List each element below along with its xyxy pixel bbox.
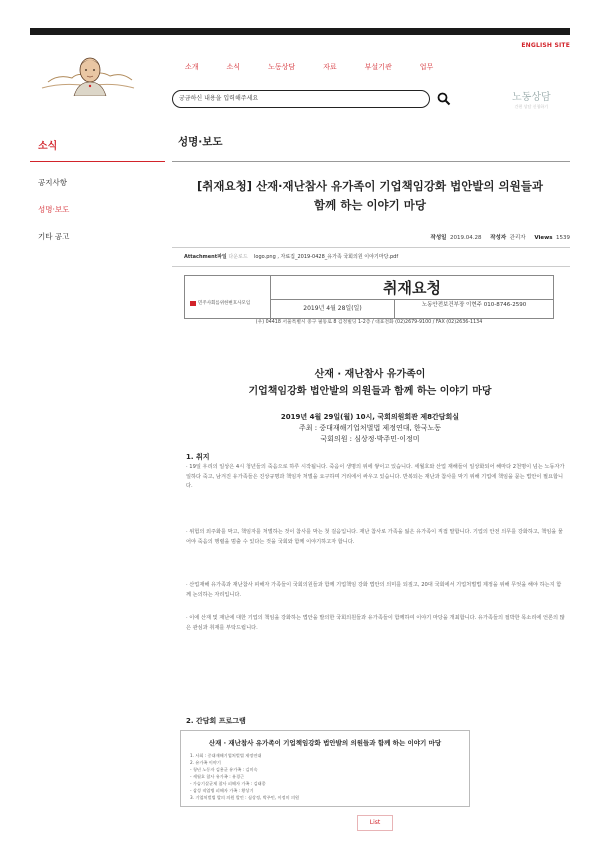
post-author: 관리자 [509, 235, 526, 241]
attachment-divider [172, 247, 570, 248]
sidebar-divider [30, 161, 165, 162]
program-list [190, 752, 299, 801]
program-line: 3. 기업처벌법 발의 의원 발언 : 심상정, 박주민, 이정미 의원 [190, 795, 300, 800]
program-line: - 가습기살균제 참사 피해자 가족 : 김태종 [190, 781, 266, 786]
author-label: 작성자 [490, 235, 507, 241]
doc-section-2: 2. 간담회 프로그램 [186, 717, 246, 725]
doc-subtitle-line1: 산재 · 재난참사 유가족이 [314, 369, 426, 380]
attachment-divider-bottom [172, 266, 570, 267]
attachment-files[interactable]: logo.png , 자료집_2019-0428_유가족 국회의원 이야기마당.pdf [254, 254, 399, 260]
doc-subtitle [175, 366, 565, 400]
sidebar-item-other[interactable]: 기타 공고 [38, 232, 70, 241]
views-label: Views [534, 235, 553, 241]
top-bar [30, 28, 570, 35]
doc-when-line1: 2019년 4월 29일(월) 10시, 국회의원회관 제8간담회실 [280, 413, 460, 421]
doc-paragraph-3: · 산업재해 유가족과 재난참사 피해자 가족들이 국회의원들과 함께 기업책임 강화 법안의 의미를 되짚고, 20대 국회에서 기업처벌법 제정을 위해 무엇을 해야 하는지 함께 논의하는 자리입니다. [186, 582, 562, 598]
program-line: 1. 사회 : 중대재해기업처벌법 제정연대 [190, 753, 262, 758]
doc-when-line2: 주최 : 중대재해기업처벌법 제정연대, 한국노동 [299, 424, 441, 432]
attachment-sub: 다운로드 [228, 254, 248, 260]
doc-org-mark [190, 301, 196, 306]
program-line: - 청년 노동자 김용균 유가족 : 김미숙 [190, 767, 258, 772]
search-input[interactable]: 궁금하신 내용을 입력해주세요 [172, 90, 430, 108]
attachment-row [184, 253, 398, 260]
sidebar-title: 소식 [38, 141, 58, 152]
doc-subtitle-line2: 기업책임강화 법안발의 의원들과 함께 하는 이야기 마당 [248, 386, 492, 397]
doc-heading: 취재요청 [271, 276, 553, 300]
doc-org-name: 민주사회를위한변호사모임 [198, 301, 251, 306]
doc-paragraph-4: · 이에 산재 및 재난에 대한 기업의 책임을 강화하는 법안을 발의한 국회의원들과 유가족들이 함께하여 이야기 마당을 개최합니다. 유가족들의 절박한 목소리에 언론의 많은 관심과 취재를 부탁드립니다. [186, 615, 565, 631]
nav-item-resources[interactable]: 자료 [323, 63, 337, 71]
post-meta [172, 233, 570, 241]
doc-section-1: 1. 취지 [186, 453, 210, 461]
doc-paragraph-1: · 19일 우리의 일상은 4시 청년들의 죽음으로 하루 시작됩니다. 죽음이 생명의 위에 쌓이고 있습니다. 세월호와 산업 재해들이 일상화되어 해마다 2천명이 넘는 노동자가 일하다 죽고, 남겨진 유가족들은 진상규명과 책임자 처벌을 요구하며 거리에서 싸우고 있습니다. 반복되는 재난과 참사를 막기 위해 기업에 책임을 묻는 법안이 필요합니다. [186, 464, 565, 489]
date-label: 작성일 [430, 235, 447, 241]
doc-date: 2019년 4월 28일(일) [271, 300, 395, 318]
doc-contact: 노동안전보건부장 이현주 010-8746-2590 [421, 302, 527, 308]
press-doc-header [184, 275, 554, 319]
english-site-link[interactable]: ENGLISH SITE [521, 42, 570, 49]
site-logo[interactable] [38, 52, 138, 96]
list-button[interactable]: List [357, 815, 393, 831]
main-nav [185, 62, 461, 72]
counsel-link[interactable] [512, 88, 551, 110]
nav-item-work[interactable]: 업무 [419, 63, 434, 71]
program-title: 산재 · 재난참사 유가족이 기업책임강화 법안발의 의원들과 함께 하는 이야기 마당 [208, 739, 442, 747]
doc-when [175, 412, 565, 445]
counsel-sub: 간편 상담 신청하기 [514, 104, 549, 109]
page-title: 성명·보도 [178, 136, 223, 148]
search-icon[interactable] [437, 91, 451, 105]
post-date: 2019.04.28 [449, 235, 482, 241]
sidebar-item-press[interactable]: 성명·보도 [38, 205, 70, 214]
doc-when-line3: 국회의원 : 심상정·박주민·이정미 [320, 435, 420, 443]
attachment-label: Attachment파일 [184, 254, 227, 260]
sidebar-item-notice[interactable]: 공지사항 [38, 178, 67, 187]
doc-address: (우) 04418 서울특별시 중구 필동로 8 김정빌딩 1-2층 / 대표전화 (02)2679-9100 / FAX (02)2636-1134 [255, 320, 483, 325]
doc-paragraph-2: · 위험의 외주화를 막고, 책임자를 처벌하는 것이 참사를 막는 첫 걸음입니다. 재난 참사로 가족을 잃은 유가족이 직접 말합니다. 기업의 안전 의무를 강화하고, 책임을 물어야 죽음의 행렬을 멈출 수 있다는 것을 국회와 함께 이야기하고자 합니다. [186, 529, 563, 545]
counsel-label: 노동상담 [512, 92, 551, 103]
doc-org-logo [185, 276, 271, 318]
program-line: 2. 유가족 이야기 [190, 760, 221, 765]
nav-item-about[interactable]: 소개 [185, 63, 199, 71]
nav-item-news[interactable]: 소식 [226, 63, 241, 71]
post-views: 1539 [556, 235, 570, 241]
post-title-line2: 함께 하는 이야기 마당 [314, 198, 426, 212]
post-title [175, 177, 565, 215]
program-line: - 세월호 참사 유가족 : 유경근 [190, 774, 245, 779]
nav-item-counsel[interactable]: 노동상담 [268, 63, 296, 71]
program-line: - 삼성 직업병 피해자 가족 : 황상기 [190, 788, 254, 793]
title-divider [172, 161, 570, 162]
post-title-line1: [취재요청] 산재·재난참사 유가족이 기업책임강화 법안발의 의원들과 [197, 179, 543, 193]
nav-item-affiliates[interactable]: 부설기관 [364, 63, 392, 71]
